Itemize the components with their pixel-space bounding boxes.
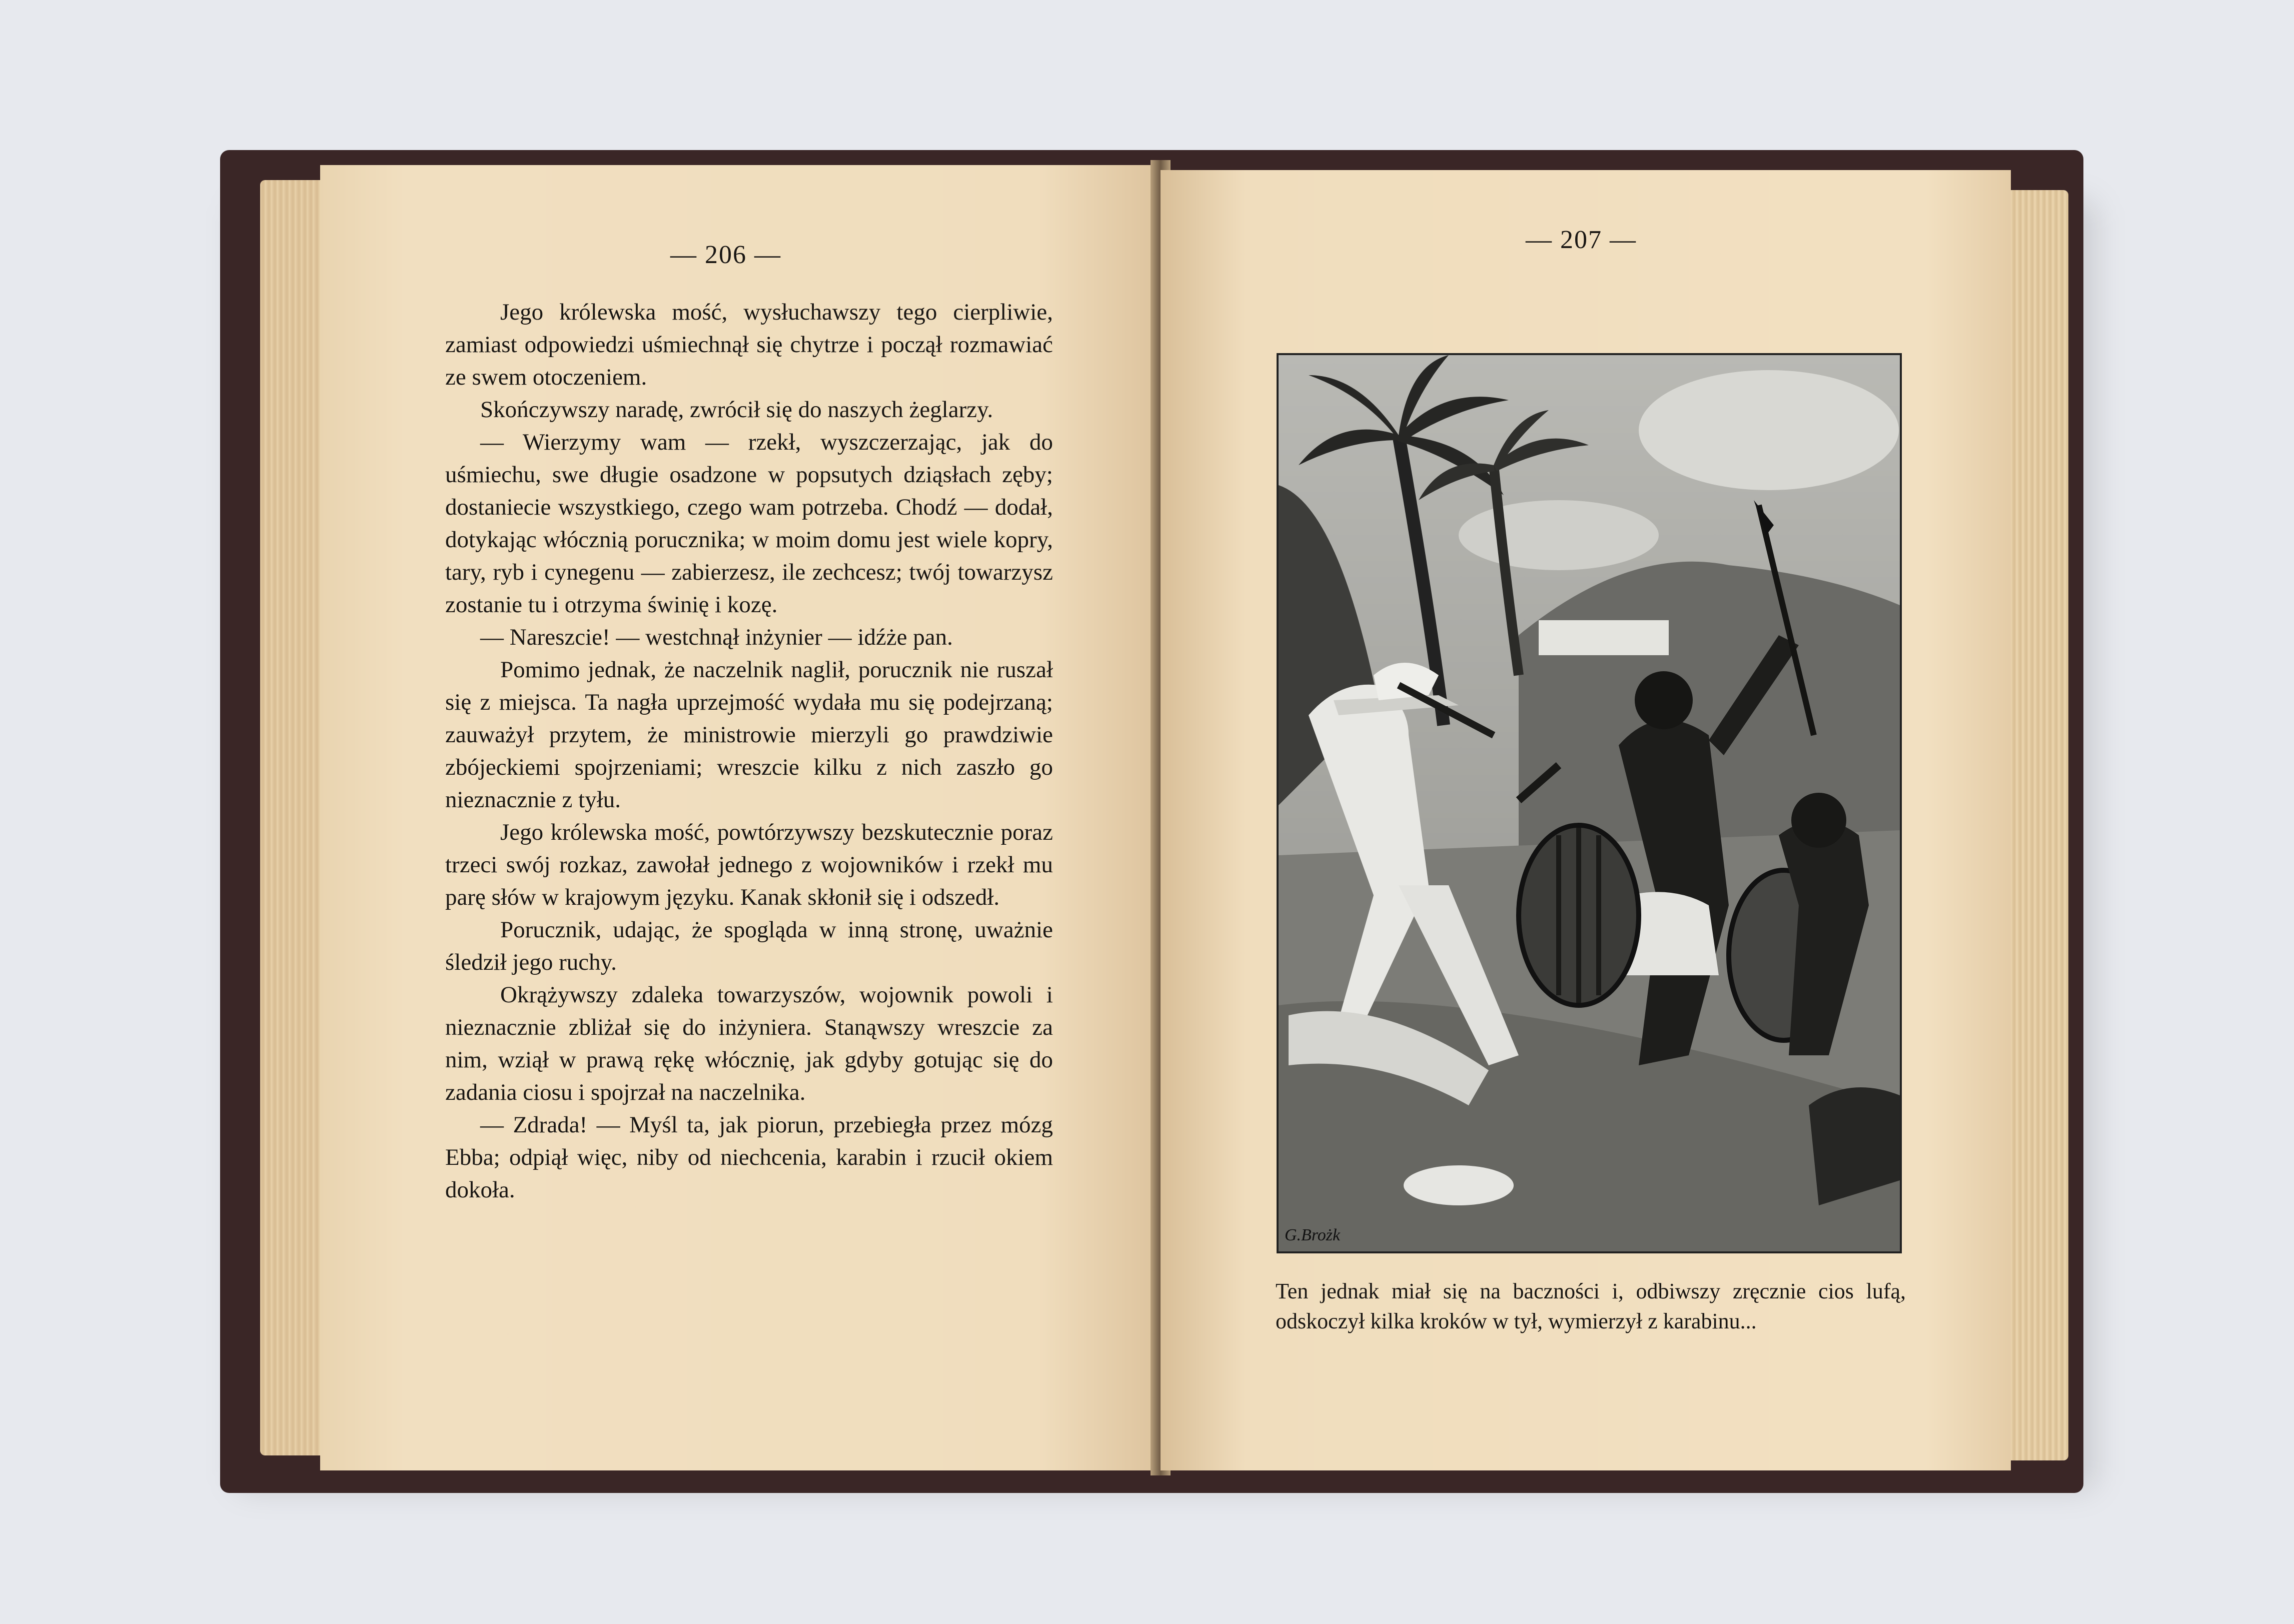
paragraph: Skończywszy naradę, zwrócił się do naszych żeglarzy.: [480, 397, 993, 423]
paragraph: — Zdrada! — Myśl ta, jak piorun, przebiegła przez mózg Ebba; odpiął więc, niby od niechcenia, karabin i rzucił okiem dokoła.: [445, 1112, 1053, 1203]
artist-signature: [1285, 1226, 1341, 1244]
right-page: [1161, 170, 2011, 1470]
svg-text:G.Brożk: G.Brożk: [1285, 1226, 1341, 1244]
paragraph: Pomimo jednak, że naczelnik naglił, porucznik nie ruszał się z miejsca. Ta nagła uprzejmość wydała mu się podejrzaną; zauważył przytem, że ministrowie mierzyli go prawdziwie zbójeckiemi spojrzeniami; wreszcie kilku z nich zaszło go nieznacznie z tyłu.: [445, 657, 1053, 813]
paragraph: Porucznik, udając, że spogląda w inną stronę, uważnie śledził jego ruchy.: [445, 917, 1053, 975]
left-page: [320, 165, 1166, 1470]
page-number: — 207 —: [1526, 226, 1637, 254]
paragraph: Jego królewska mość, wysłuchawszy tego cierpliwie, zamiast odpowiedzi uśmiechnął się chytrze i począł rozmawiać ze swem otoczeniem.: [445, 299, 1053, 390]
illustration-caption: Ten jednak miał się na baczności i, odbiwszy zręcznie cios lufą, odskoczył kilka kroków w tył, wymierzył z karabinu...: [1276, 1279, 1906, 1333]
paragraph: Jego królewska mość, powtórzywszy bezskutecznie poraz trzeci swój rozkaz, zawołał jednego z wojowników i rzekł mu parę słów w krajowym języku. Kanak skłonił się i odszedł.: [445, 819, 1053, 910]
battle-scene-image: [1279, 355, 1900, 1251]
paragraph: Okrążywszy zdaleka towarzyszów, wojownik powoli i nieznacznie zbliżał się do inżyniera. Stanąwszy wreszcie za nim, wziął w prawą rękę włócznię, jak gdyby gotując się do zadania ciosu i spojrzał na naczelnika.: [445, 982, 1053, 1105]
page-number: — 206 —: [670, 241, 781, 269]
engraving-illustration: [1277, 353, 1902, 1253]
page-body-text: [445, 296, 1053, 1206]
paragraph: — Wierzymy wam — rzekł, wyszczerzając, jak do uśmiechu, swe długie osadzone w popsutych dziąsłach zęby; dostaniecie wszystkiego, czego wam potrzeba. Chodź — dodał, dotykając włócznią porucznika; w moim domu jest wiele kopry, tary, ryb i cynegenu — zabierzesz, ile zechcesz; twój towarzysz zostanie tu i otrzyma świnię i kozę.: [445, 429, 1053, 618]
paragraph: — Nareszcie! — westchnął inżynier — idźże pan.: [480, 624, 953, 650]
